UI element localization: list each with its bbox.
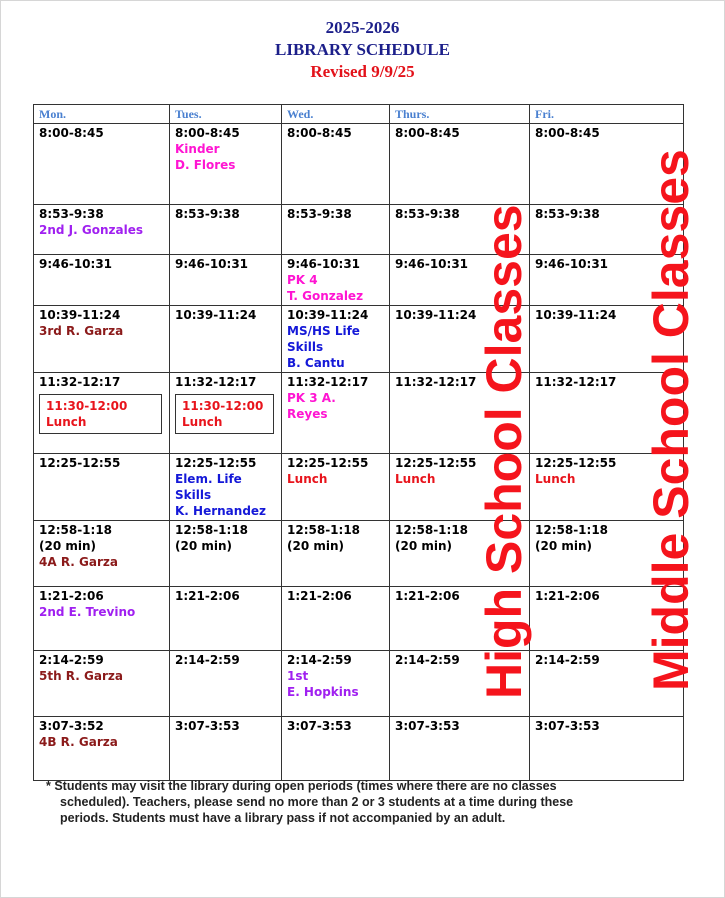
class-entry: T. Gonzalez [287, 289, 364, 303]
time-slot: 8:53-9:38 [535, 207, 600, 221]
class-entry: Reyes [287, 407, 328, 421]
schedule-cell [170, 205, 282, 255]
schedule-row [34, 454, 684, 521]
footnote [46, 778, 656, 826]
time-slot: 2:14-2:59 [535, 653, 600, 667]
time-slot: 3:07-3:52 [39, 719, 104, 733]
time-slot: 10:39-11:24 [287, 308, 369, 322]
lunch-time: 11:30-12:00 [46, 399, 128, 413]
schedule-cell [170, 717, 282, 781]
time-slot: 12:25-12:55 [395, 456, 477, 470]
time-slot: 12:58-1:18 [39, 523, 113, 537]
high-school-classes-label: High School Classes [476, 204, 532, 699]
class-entry: PK 4 [287, 273, 318, 287]
time-slot: 8:53-9:38 [175, 207, 240, 221]
schedule-cell [282, 124, 390, 205]
time-slot: 12:25-12:55 [535, 456, 617, 470]
schedule-cell [282, 587, 390, 651]
class-entry: 3rd R. Garza [39, 324, 124, 338]
time-slot: 12:58-1:18 [535, 523, 609, 537]
time-slot: 10:39-11:24 [39, 308, 121, 322]
class-entry: D. Flores [175, 158, 236, 172]
class-entry: 5th R. Garza [39, 669, 123, 683]
time-slot: 1:21-2:06 [395, 589, 460, 603]
class-entry: Lunch [395, 472, 436, 486]
class-entry: 1st [287, 669, 309, 683]
lunch-box [39, 394, 162, 434]
schedule-cell [34, 651, 170, 717]
time-slot: 10:39-11:24 [535, 308, 617, 322]
schedule-cell [282, 255, 390, 306]
schedule-cell [170, 521, 282, 587]
time-slot: 3:07-3:53 [175, 719, 240, 733]
time-slot: 3:07-3:53 [287, 719, 352, 733]
day-header-row [34, 105, 684, 124]
schedule-row [34, 651, 684, 717]
time-slot: 2:14-2:59 [395, 653, 460, 667]
time-slot: 1:21-2:06 [175, 589, 240, 603]
time-slot: 8:53-9:38 [395, 207, 460, 221]
schedule-row [34, 587, 684, 651]
time-slot: 8:00-8:45 [287, 126, 352, 140]
class-entry: 4B R. Garza [39, 735, 118, 749]
schedule-cell [170, 255, 282, 306]
footnote-line-3: periods. Students must have a library pass if not accompanied by an adult. [60, 811, 506, 825]
schedule-cell [282, 306, 390, 373]
class-entry: (20 min) [39, 539, 97, 553]
middle-school-classes-label: Middle School Classes [643, 149, 699, 691]
class-entry: K. Hernandez [175, 504, 267, 518]
class-entry: 2nd E. Trevino [39, 605, 136, 619]
class-entry: 4A R. Garza [39, 555, 118, 569]
schedule-cell [170, 373, 282, 454]
lunch-box [175, 394, 274, 434]
time-slot: 11:32-12:17 [39, 375, 121, 389]
schedule-row [34, 124, 684, 205]
footnote-line-1: * Students may visit the library during open periods (times where there are no classes [46, 779, 557, 793]
class-entry: Skills [287, 340, 324, 354]
footnote-line-2: scheduled). Teachers, please send no more than 2 or 3 students at a time during these [60, 795, 574, 809]
time-slot: 12:25-12:55 [39, 456, 121, 470]
schedule-row [34, 306, 684, 373]
day-header-thu: Thurs. [390, 105, 530, 124]
schedule-cell [34, 717, 170, 781]
schedule-cell [530, 717, 684, 781]
class-entry: Lunch [287, 472, 328, 486]
schedule-row [34, 717, 684, 781]
time-slot: 12:58-1:18 [395, 523, 469, 537]
time-slot: 8:53-9:38 [287, 207, 352, 221]
time-slot: 11:32-12:17 [287, 375, 369, 389]
schedule-cell [34, 454, 170, 521]
time-slot: 8:00-8:45 [175, 126, 240, 140]
schedule-cell [34, 373, 170, 454]
schedule-cell [34, 521, 170, 587]
schedule-row [34, 373, 684, 454]
schedule-row [34, 205, 684, 255]
class-entry: MS/HS Life [287, 324, 360, 338]
time-slot: 8:53-9:38 [39, 207, 104, 221]
schedule-cell [170, 651, 282, 717]
class-entry: Skills [175, 488, 212, 502]
time-slot: 2:14-2:59 [287, 653, 352, 667]
schedule-cell [170, 454, 282, 521]
schedule-cell [282, 651, 390, 717]
time-slot: 2:14-2:59 [39, 653, 104, 667]
class-entry: 2nd J. Gonzales [39, 223, 143, 237]
class-entry: E. Hopkins [287, 685, 359, 699]
time-slot: 10:39-11:24 [175, 308, 257, 322]
schedule-cell [34, 205, 170, 255]
day-header-wed: Wed. [282, 105, 390, 124]
lunch-label: Lunch [46, 415, 87, 429]
class-entry: Elem. Life [175, 472, 242, 486]
schedule-cell [34, 587, 170, 651]
time-slot: 9:46-10:31 [39, 257, 113, 271]
time-slot: 8:00-8:45 [535, 126, 600, 140]
schedule-cell [282, 373, 390, 454]
revised-date: Revised 9/9/25 [310, 62, 415, 81]
schedule-row [34, 521, 684, 587]
day-header-mon: Mon. [34, 105, 170, 124]
time-slot: 8:00-8:45 [395, 126, 460, 140]
schedule-header [0, 17, 725, 83]
time-slot: 9:46-10:31 [535, 257, 609, 271]
lunch-time: 11:30-12:00 [182, 399, 264, 413]
schedule-cell [34, 306, 170, 373]
time-slot: 12:58-1:18 [175, 523, 249, 537]
schedule-cell [34, 255, 170, 306]
class-entry: Kinder [175, 142, 220, 156]
schedule-cell [282, 205, 390, 255]
class-entry: (20 min) [287, 539, 345, 553]
schedule-cell [34, 124, 170, 205]
schedule-cell [170, 306, 282, 373]
day-header-tue: Tues. [170, 105, 282, 124]
time-slot: 8:00-8:45 [39, 126, 104, 140]
time-slot: 11:32-12:17 [395, 375, 477, 389]
schedule-cell [390, 124, 530, 205]
lunch-label: Lunch [182, 415, 223, 429]
day-header-fri: Fri. [530, 105, 684, 124]
time-slot: 1:21-2:06 [39, 589, 104, 603]
time-slot: 9:46-10:31 [287, 257, 361, 271]
class-entry: PK 3 A. [287, 391, 336, 405]
schedule-cell [170, 124, 282, 205]
schedule-cell [282, 521, 390, 587]
page-title: LIBRARY SCHEDULE [275, 40, 450, 59]
school-year: 2025-2026 [325, 18, 400, 37]
schedule-cell [282, 454, 390, 521]
time-slot: 12:25-12:55 [175, 456, 257, 470]
time-slot: 9:46-10:31 [175, 257, 249, 271]
time-slot: 3:07-3:53 [535, 719, 600, 733]
schedule-cell [390, 717, 530, 781]
time-slot: 9:46-10:31 [395, 257, 469, 271]
class-entry: Lunch [535, 472, 576, 486]
time-slot: 12:25-12:55 [287, 456, 369, 470]
time-slot: 3:07-3:53 [395, 719, 460, 733]
class-entry: B. Cantu [287, 356, 345, 370]
time-slot: 12:58-1:18 [287, 523, 361, 537]
time-slot: 2:14-2:59 [175, 653, 240, 667]
class-entry: (20 min) [535, 539, 593, 553]
time-slot: 11:32-12:17 [175, 375, 257, 389]
class-entry: (20 min) [395, 539, 453, 553]
schedule-table [33, 104, 684, 781]
schedule-cell [170, 587, 282, 651]
time-slot: 11:32-12:17 [535, 375, 617, 389]
time-slot: 1:21-2:06 [535, 589, 600, 603]
schedule-cell [282, 717, 390, 781]
schedule-row [34, 255, 684, 306]
time-slot: 1:21-2:06 [287, 589, 352, 603]
class-entry: (20 min) [175, 539, 233, 553]
time-slot: 10:39-11:24 [395, 308, 477, 322]
